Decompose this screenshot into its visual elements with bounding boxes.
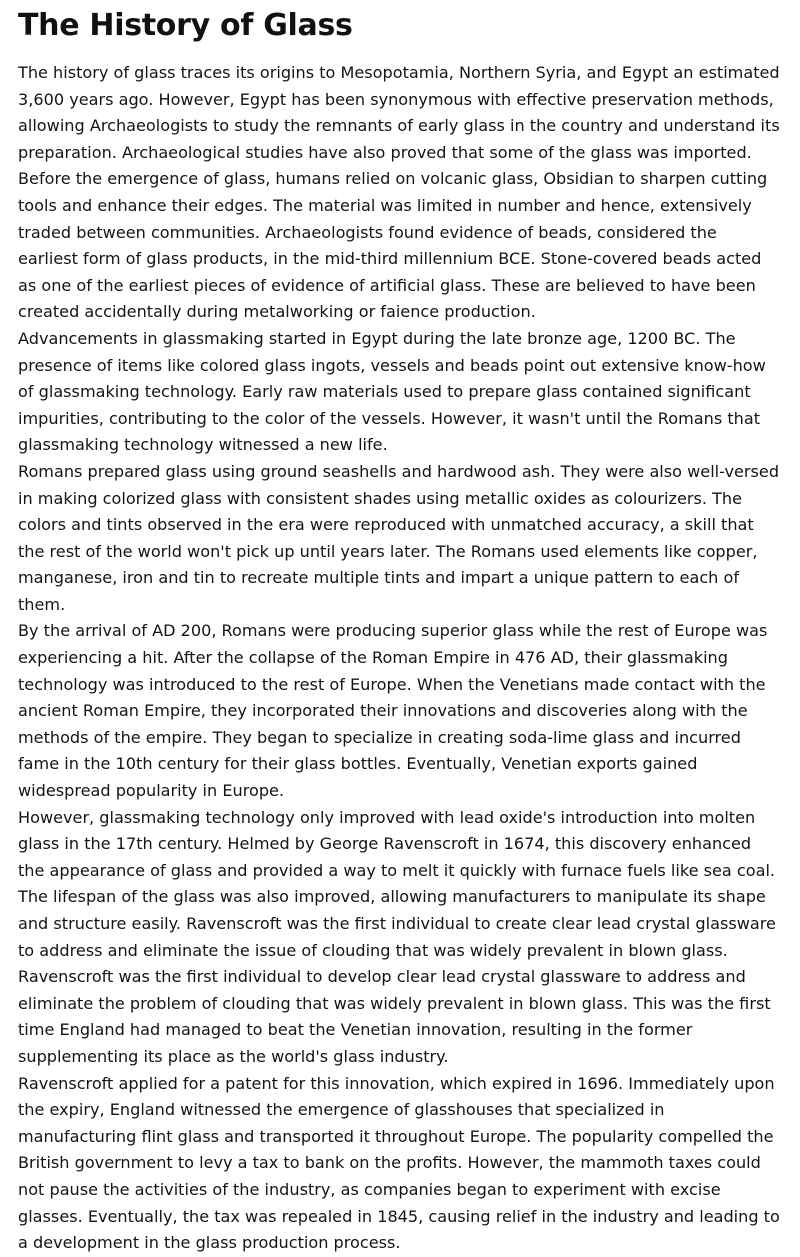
paragraph: By the arrival of AD 200, Romans were producing superior glass while the rest of Europe was experiencing a hit. After the collapse of the Roman Empire in 476 AD, their glassmaking technology was introduced to the rest of Europe. When the Venetians made contact with the ancient Roman Empire, they incorporated their innovations and discoveries along with the methods of the empire. They began to specialize in creating soda-lime glass and incurred fame in the 10th century for their glass bottles. Eventually, Venetian exports gained widespread popularity in Europe. [18,621,768,801]
paragraph: Before the emergence of glass, humans relied on volcanic glass, Obsidian to sharpen cutting tools and enhance their edges. The material was limited in number and hence, extensively traded between communities. Archaeologists found evidence of beads, considered the earliest form of glass products, in the mid-third millennium BCE. Stone-covered beads acted as one of the earliest pieces of evidence of artificial glass. These are believed to have been created accidentally during metalworking or faience production. [18,169,768,322]
paragraph: Advancements in glassmaking started in Egypt during the late bronze age, 1200 BC. The presence of items like colored glass ingots, vessels and beads point out extensive know-how of glassmaking technology. Early raw materials used to prepare glass contained significant impurities, contributing to the color of the vessels. However, it wasn't until the Romans that glassmaking technology witnessed a new life. [18,328,766,455]
paragraph: However, glassmaking technology only improved with lead oxide's introduction into molten glass in the 17th century. Helmed by George Ravenscroft in 1674, this discovery enhanced the appearance of glass and provided a way to melt it quickly with furnace fuels like sea coal. The lifespan of the glass was also improved, allowing manufacturers to manipulate its shape and structure easily. Ravenscroft was the first individual to create clear lead crystal glassware to address and eliminate the issue of clouding that was widely prevalent in blown glass. Ravenscroft was the first individual to develop clear lead crystal glassware to address and eliminate the problem of clouding that was widely prevalent in blown glass. This was the first time England had managed to beat the Venetian innovation, resulting in the former supplementing its place as the world's glass industry. [18,807,776,1066]
page-title: The History of Glass [18,8,353,43]
paragraph: The history of glass traces its origins to Mesopotamia, Northern Syria, and Egypt an estimated 3,600 years ago. However, Egypt has been synonymous with effective preservation methods, allowing Archaeologists to study the remnants of early glass in the country and understand its preparation. Archaeological studies have also proved that some of the glass was imported. [18,63,780,162]
article-body [18,60,781,1257]
paragraph: Romans prepared glass using ground seashells and hardwood ash. They were also well-versed in making colorized glass with consistent shades using metallic oxides as colourizers. The colors and tints observed in the era were reproduced with unmatched accuracy, a skill that the rest of the world won't pick up until years later. The Romans used elements like copper, manganese, iron and tin to recreate multiple tints and impart a unique pattern to each of them. [18,461,780,614]
paragraph: Ravenscroft applied for a patent for this innovation, which expired in 1696. Immediately upon the expiry, England witnessed the emergence of glasshouses that specialized in manufacturing flint glass and transported it throughout Europe. The popularity compelled the British government to levy a tax to bank on the profits. However, the mammoth taxes could not pause the activities of the industry, as companies began to experiment with excise glasses. Eventually, the tax was repealed in 1845, causing relief in the industry and leading to a development in the glass production process. [18,1073,780,1253]
